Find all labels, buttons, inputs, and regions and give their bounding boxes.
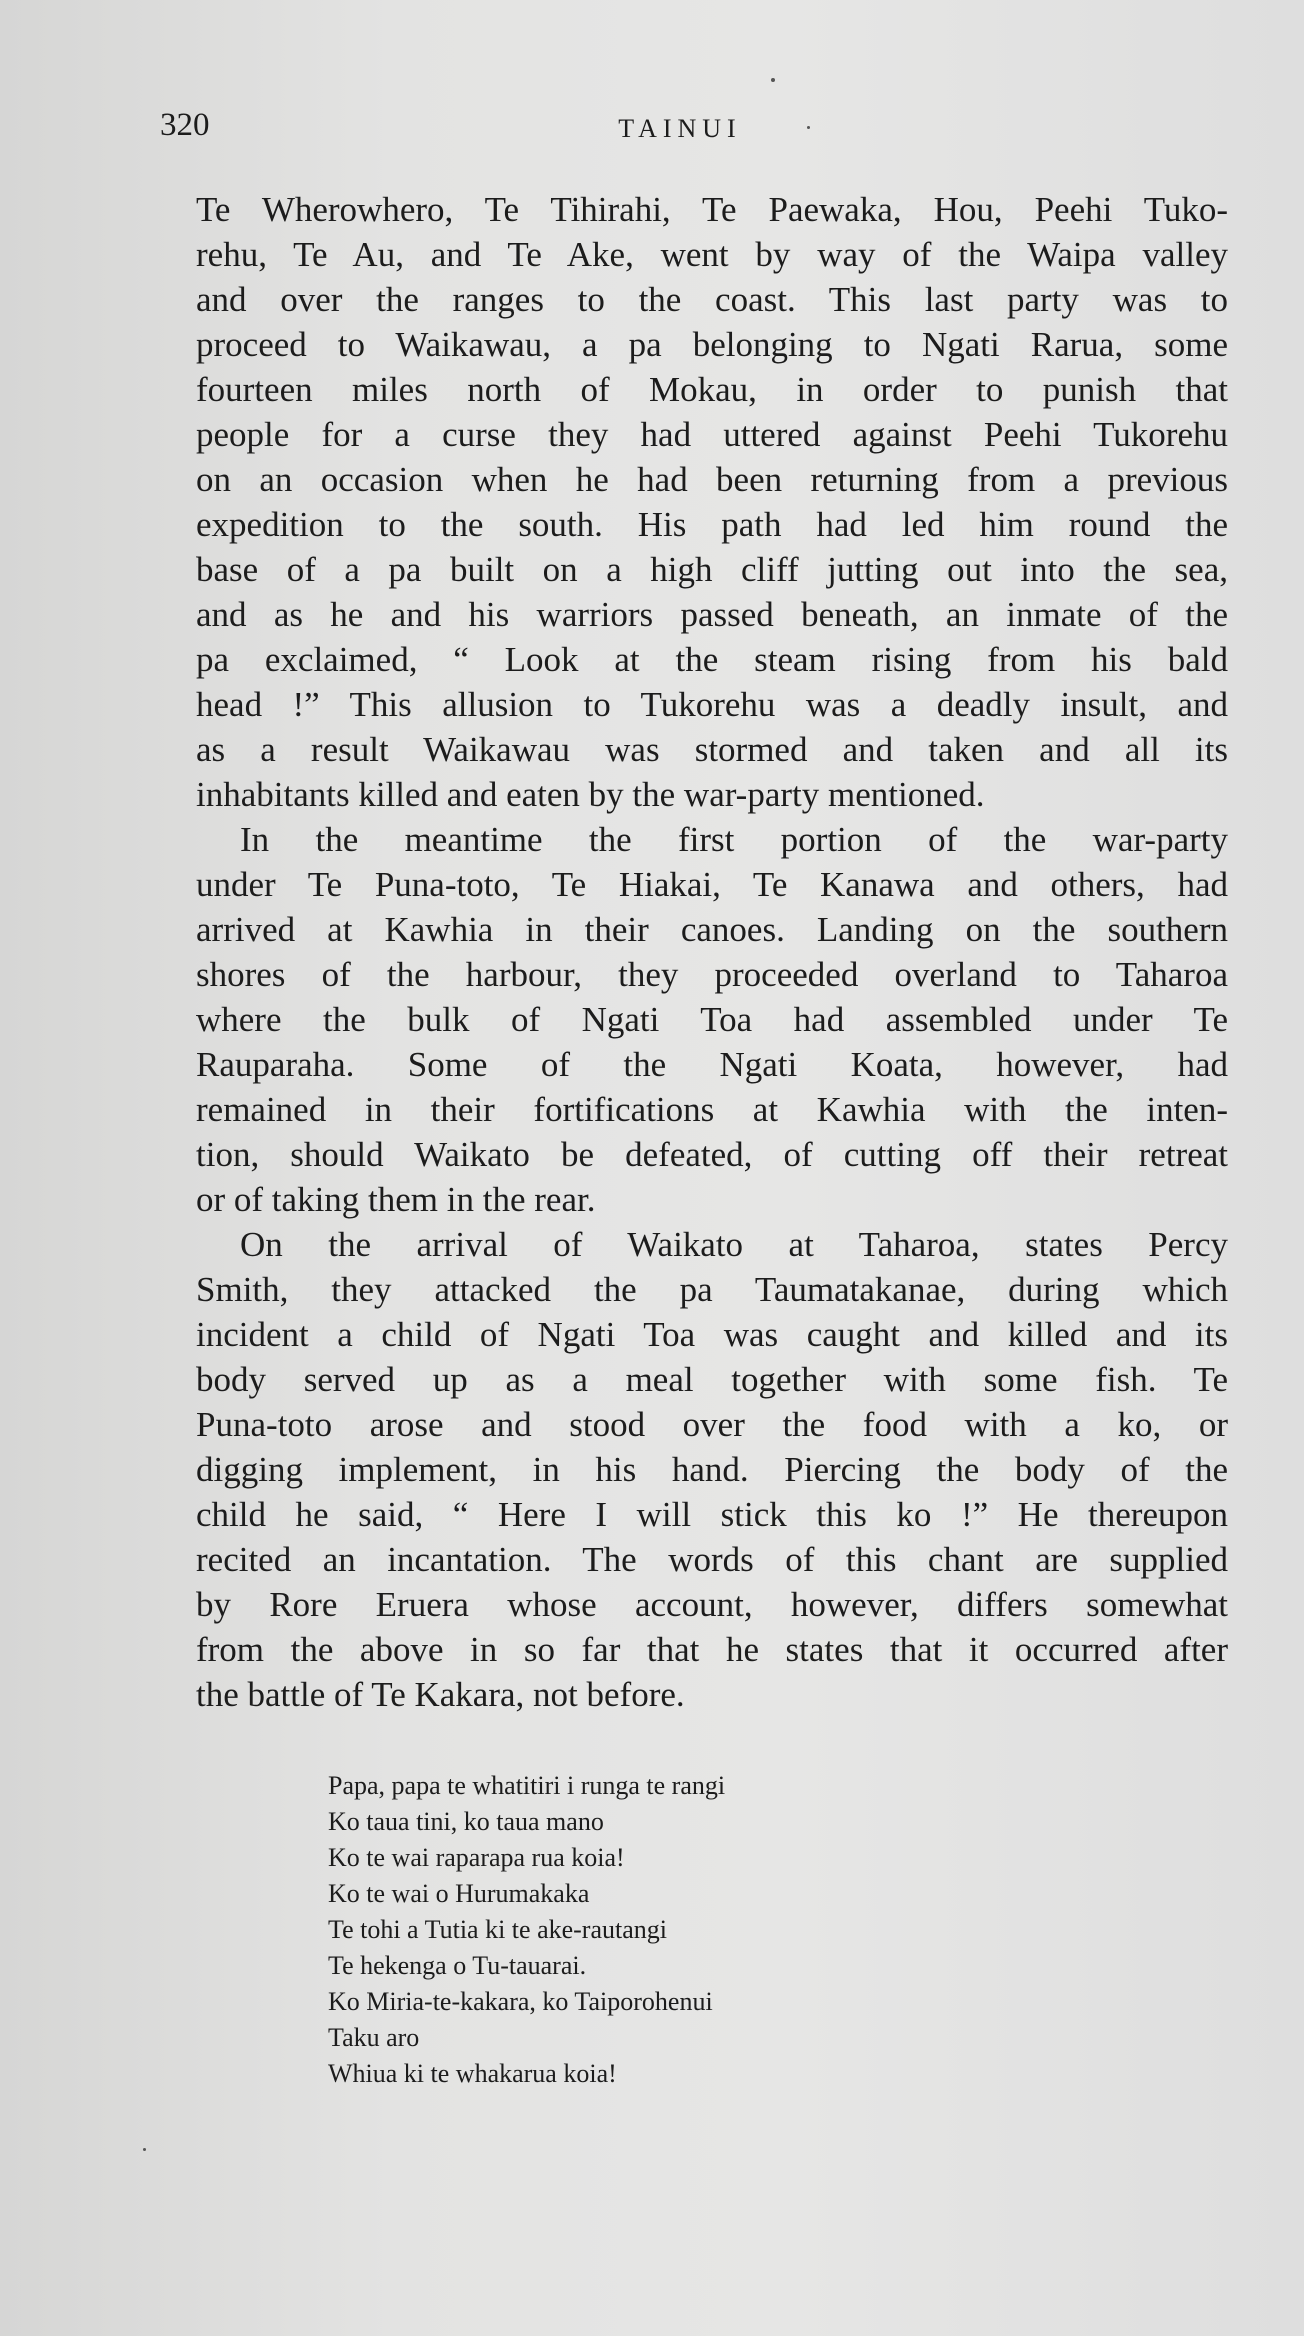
verse-line: Te tohi a Tutia ki te ake-rautangi: [328, 1915, 667, 1944]
text-line: Smith, they attacked the pa Taumatakanae, during which: [196, 1270, 1228, 1309]
verse-line: Ko Miria-te-kakara, ko Taiporohenui: [328, 1987, 713, 2016]
text-line: pa exclaimed, “ Look at the steam rising from his bald: [196, 640, 1228, 679]
text-line: On the arrival of Waikato at Taharoa, states Percy: [240, 1225, 1228, 1264]
text-line: Rauparaha. Some of the Ngati Koata, however, had: [196, 1045, 1228, 1084]
text-line: tion, should Waikato be defeated, of cutting off their retreat: [196, 1135, 1228, 1174]
text-line: child he said, “ Here I will stick this ko !” He thereupon: [196, 1495, 1228, 1534]
text-line: base of a pa built on a high cliff jutting out into the sea,: [196, 550, 1228, 589]
verse-line: Te hekenga o Tu-tauarai.: [328, 1951, 587, 1980]
body-text: [196, 187, 1228, 1717]
page-number: 320: [160, 107, 210, 143]
text-line: people for a curse they had uttered against Peehi Tukorehu: [196, 415, 1228, 454]
chant-verse: [328, 1768, 1028, 2092]
verse-line: Taku aro: [328, 2023, 420, 2052]
text-line: where the bulk of Ngati Toa had assembled under Te: [196, 1000, 1228, 1039]
text-line: as a result Waikawau was stormed and taken and all its: [196, 730, 1228, 769]
text-line: rehu, Te Au, and Te Ake, went by way of the Waipa valley: [196, 235, 1228, 274]
text-line: arrived at Kawhia in their canoes. Landing on the southern: [196, 910, 1228, 949]
running-head: [160, 100, 1200, 150]
text-line: shores of the harbour, they proceeded overland to Taharoa: [196, 955, 1228, 994]
text-line: digging implement, in his hand. Piercing the body of the: [196, 1450, 1228, 1489]
paper-speck: [807, 126, 810, 129]
text-line: recited an incantation. The words of this chant are supplied: [196, 1540, 1228, 1579]
verse-line: Ko te wai o Hurumakaka: [328, 1879, 590, 1908]
paper-speck: [771, 78, 775, 82]
text-line: In the meantime the first portion of the war-party: [240, 820, 1228, 859]
text-line: or of taking them in the rear.: [196, 1180, 596, 1219]
text-line: by Rore Eruera whose account, however, differs somewhat: [196, 1585, 1228, 1624]
text-line: Te Wherowhero, Te Tihirahi, Te Paewaka, Hou, Peehi Tuko-: [196, 190, 1228, 229]
paper-speck: [143, 2148, 146, 2151]
text-line: proceed to Waikawau, a pa belonging to Ngati Rarua, some: [196, 325, 1228, 364]
text-line: inhabitants killed and eaten by the war-party mentioned.: [196, 775, 985, 814]
text-line: incident a child of Ngati Toa was caught and killed and its: [196, 1315, 1228, 1354]
text-line: and as he and his warriors passed beneath, an inmate of the: [196, 595, 1228, 634]
text-line: Puna-toto arose and stood over the food with a ko, or: [196, 1405, 1228, 1444]
verse-line: Whiua ki te whakarua koia!: [328, 2059, 617, 2088]
text-line: on an occasion when he had been returning from a previous: [196, 460, 1228, 499]
text-line: under Te Puna-toto, Te Hiakai, Te Kanawa and others, had: [196, 865, 1228, 904]
text-line: and over the ranges to the coast. This last party was to: [196, 280, 1228, 319]
verse-line: Ko taua tini, ko taua mano: [328, 1807, 604, 1836]
text-line: fourteen miles north of Mokau, in order to punish that: [196, 370, 1228, 409]
text-line: the battle of Te Kakara, not before.: [196, 1675, 685, 1714]
running-title: TAINUI: [618, 114, 742, 143]
verse-line: Papa, papa te whatitiri i runga te rangi: [328, 1771, 726, 1800]
text-line: remained in their fortifications at Kawhia with the inten-: [196, 1090, 1228, 1129]
text-line: expedition to the south. His path had led him round the: [196, 505, 1228, 544]
verse-line: Ko te wai raparapa rua koia!: [328, 1843, 625, 1872]
text-line: body served up as a meal together with some fish. Te: [196, 1360, 1228, 1399]
text-line: from the above in so far that he states that it occurred after: [196, 1630, 1228, 1669]
text-line: head !” This allusion to Tukorehu was a deadly insult, and: [196, 685, 1228, 724]
